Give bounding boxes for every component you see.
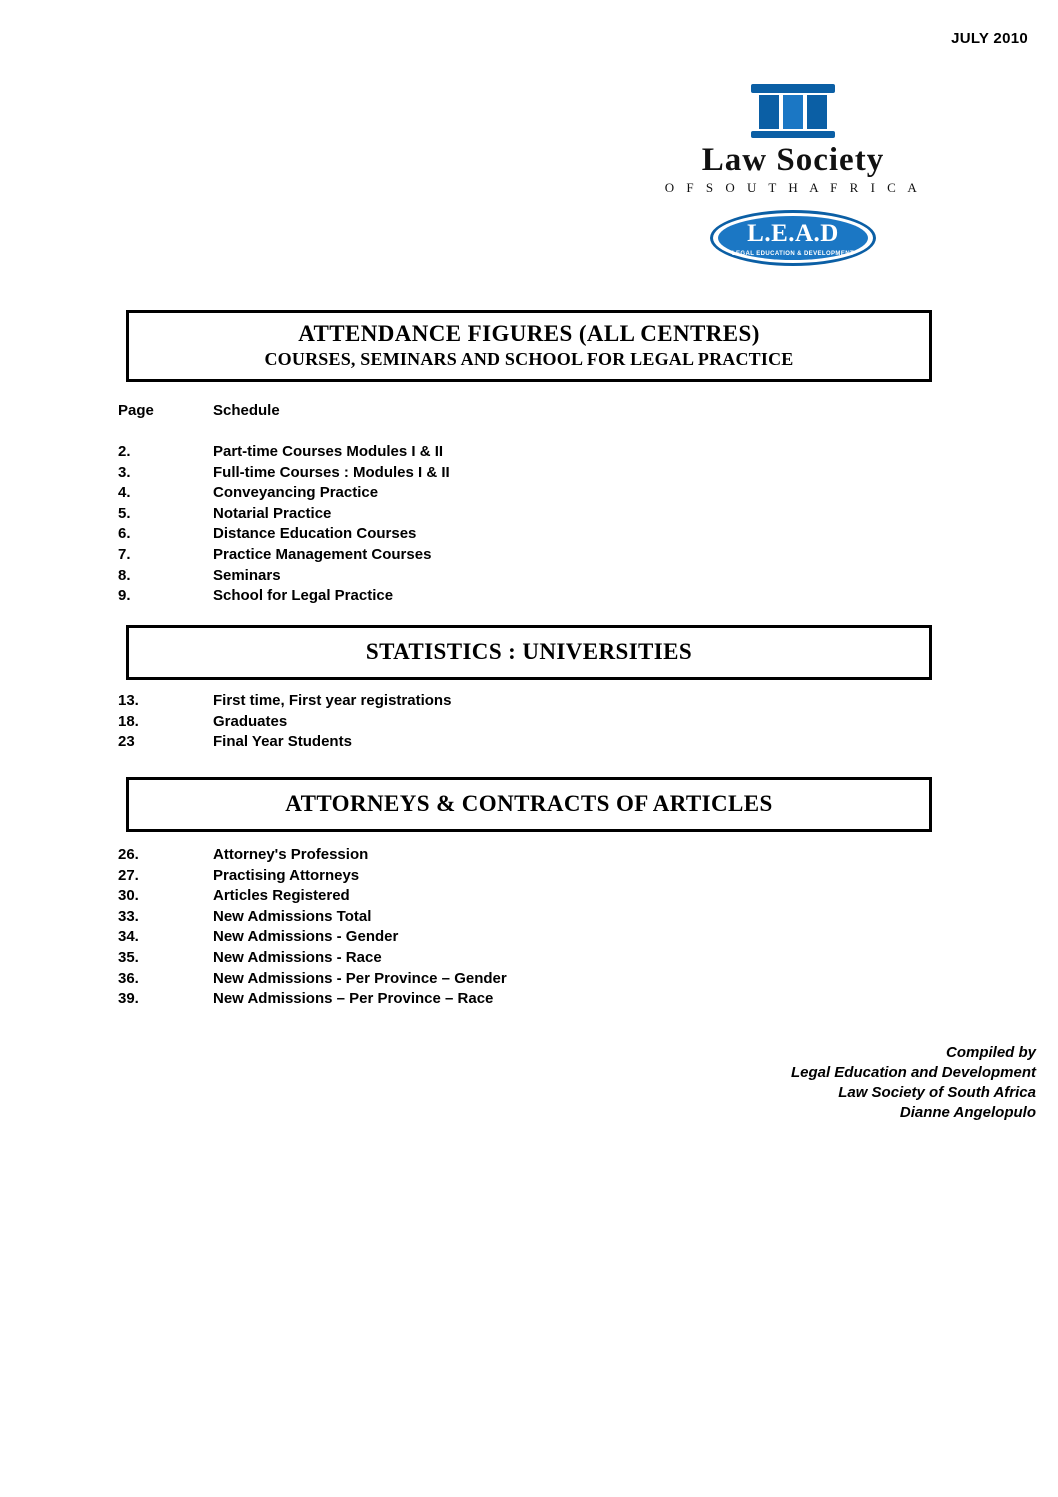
section-title-attorneys-contracts <box>126 777 932 832</box>
list-item-page: 39. <box>118 990 139 1008</box>
list-item-page: 27. <box>118 866 139 884</box>
list-item-label: New Admissions - Per Province – Gender <box>213 969 507 987</box>
list-item-label: New Admissions Total <box>213 907 372 925</box>
list-item-label: Seminars <box>213 566 281 584</box>
list-item-page: 35. <box>118 948 139 966</box>
list-item-label: Conveyancing Practice <box>213 484 379 502</box>
list-item[interactable] <box>118 989 818 1010</box>
section-2-list <box>118 691 818 753</box>
compiled-by-line: Compiled by <box>945 1044 1036 1061</box>
list-item-label: Attorney's Profession <box>213 846 369 863</box>
section-title-attendance-figures <box>126 310 932 382</box>
list-item-label: New Admissions – Per Province – Race <box>213 990 494 1008</box>
compiled-by-block <box>791 1043 1036 1123</box>
section-title-statistics-universities <box>126 625 932 680</box>
list-item[interactable] <box>118 463 818 484</box>
compiled-by-line: Law Society of South Africa <box>838 1084 1036 1101</box>
pillar-icon <box>745 82 841 140</box>
compiled-by-line: Dianne Angelopulo <box>899 1104 1036 1121</box>
section-1-subtitle: COURSES, SEMINARS AND SCHOOL FOR LEGAL PRACTICE <box>264 349 794 370</box>
list-item[interactable] <box>118 586 818 607</box>
list-item-page: 23 <box>118 733 135 751</box>
list-item[interactable] <box>118 886 818 907</box>
list-item-page: 7. <box>118 545 131 563</box>
list-item-page: 33. <box>118 907 139 925</box>
list-item-label: School for Legal Practice <box>213 587 394 605</box>
list-item-label: Practice Management Courses <box>213 545 432 563</box>
lead-label: L.E.A.D <box>747 220 839 247</box>
list-item-page: 13. <box>118 692 139 709</box>
list-item-label: Notarial Practice <box>213 504 332 522</box>
list-item-label: First time, First year registrations <box>213 692 452 709</box>
law-society-logo <box>628 82 958 266</box>
list-item[interactable] <box>118 524 818 545</box>
list-item[interactable] <box>118 712 818 733</box>
list-item-page: 8. <box>118 566 131 584</box>
list-item-page: 6. <box>118 525 131 543</box>
list-item-label: Practising Attorneys <box>213 866 360 884</box>
list-header-page: Page <box>118 402 154 419</box>
section-3-title: ATTORNEYS & CONTRACTS OF ARTICLES <box>285 791 773 816</box>
list-item-page: 26. <box>118 846 139 863</box>
list-item-page: 34. <box>118 928 139 946</box>
list-item-label: Graduates <box>213 712 288 730</box>
list-item[interactable] <box>118 866 818 887</box>
list-item[interactable] <box>118 545 818 566</box>
list-item-page: 30. <box>118 887 139 905</box>
list-item-page: 9. <box>118 587 131 605</box>
list-item-label: Part-time Courses Modules I & II <box>213 443 444 460</box>
list-item[interactable] <box>118 483 818 504</box>
lead-tagline: LEGAL EDUCATION & DEVELOPMENT <box>731 251 855 257</box>
list-item[interactable] <box>118 442 818 463</box>
logo-org-subtitle: O F S O U T H A F R I C A <box>664 180 922 195</box>
list-item-label: New Admissions - Gender <box>213 928 399 946</box>
list-header-schedule: Schedule <box>213 402 280 419</box>
section-1-title: ATTENDANCE FIGURES (ALL CENTRES) <box>298 321 760 346</box>
list-item[interactable] <box>118 845 818 866</box>
lead-logo <box>710 210 876 266</box>
document-date: JULY 2010 <box>951 30 1028 47</box>
section-1-list <box>118 442 818 607</box>
list-item[interactable] <box>118 927 818 948</box>
list-item[interactable] <box>118 566 818 587</box>
list-item-label: Final Year Students <box>213 733 352 751</box>
list-item[interactable] <box>118 969 818 990</box>
list-item[interactable] <box>118 948 818 969</box>
list-item[interactable] <box>118 691 818 712</box>
list-item-page: 4. <box>118 484 131 502</box>
section-3-list <box>118 845 818 1010</box>
list-item[interactable] <box>118 732 818 753</box>
list-item-page: 2. <box>118 443 131 460</box>
list-item-label: Full-time Courses : Modules I & II <box>213 463 450 481</box>
list-item-page: 5. <box>118 504 131 522</box>
list-item-page: 18. <box>118 712 139 730</box>
list-header <box>118 402 280 419</box>
list-item[interactable] <box>118 907 818 928</box>
list-item-page: 36. <box>118 969 139 987</box>
list-item[interactable] <box>118 504 818 525</box>
list-item-label: Distance Education Courses <box>213 525 417 543</box>
logo-org-name: Law Society <box>701 142 885 178</box>
list-item-page: 3. <box>118 463 131 481</box>
compiled-by-line: Legal Education and Development <box>790 1064 1036 1081</box>
section-2-title: STATISTICS : UNIVERSITIES <box>365 639 693 664</box>
list-item-label: New Admissions - Race <box>213 948 382 966</box>
list-item-label: Articles Registered <box>213 887 350 905</box>
